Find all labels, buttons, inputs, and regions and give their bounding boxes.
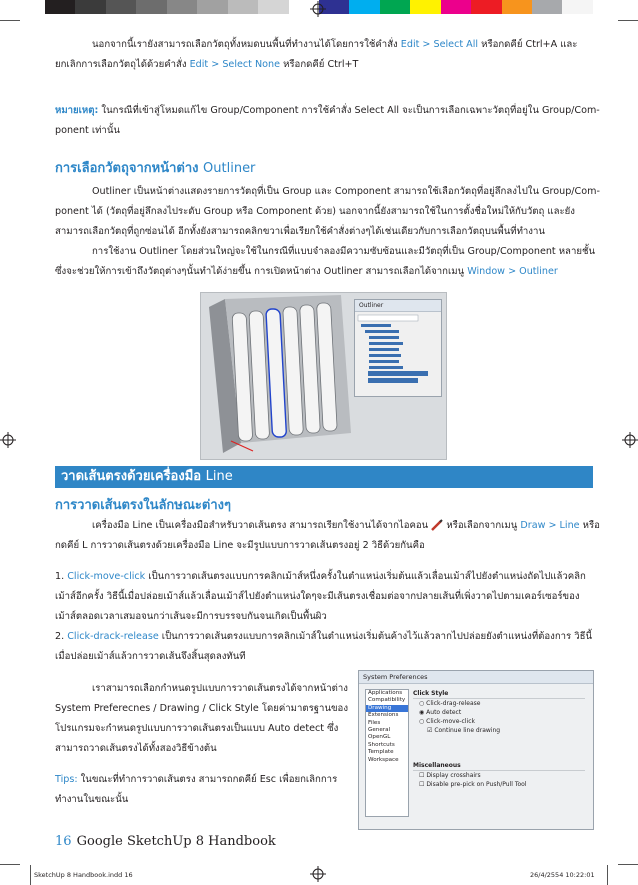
click-style-group: Click Style: [413, 690, 449, 697]
slug-left: SketchUp 8 Handbook.indd 16: [34, 871, 133, 879]
opt-label: Click-drag-release: [426, 700, 481, 707]
line-p1-text: หรือเลือกจากเมนู: [446, 520, 518, 531]
method1-l3: เม้าส์ตลอดเวลาเสมอจนกว่าเส้นจะมีการบรรจบกันจนเกิดเป็นพื้นผิว: [55, 611, 327, 622]
color-swatch: [106, 0, 136, 14]
outliner-window: [354, 299, 442, 397]
color-swatch: [45, 0, 75, 14]
tips-label: Tips:: [55, 774, 78, 785]
preferences-nav-item[interactable]: OpenGL: [368, 734, 391, 741]
crop-mark: [30, 865, 31, 885]
radio-empty-icon: ○: [419, 700, 425, 707]
method1-l1: [55, 568, 586, 587]
method1-number: 1.: [55, 571, 65, 582]
color-swatch: [471, 0, 501, 14]
opt-label: Click-move-click: [426, 718, 475, 725]
checkbox-empty-icon: ☐: [419, 781, 425, 788]
method1-l2: เม้าส์อีกครั้ง วิธีนี้เมื่อปล่อยเม้าส์แล้วเลื่อนเม้าส์ไปยังตำแหน่งใดๆจะมีเส้นตรงเชื่อมต่อจากปลายเส้นที่เพิ่งวาดไปตามเคอร์เซอร์ของ: [55, 591, 580, 602]
color-swatch: [167, 0, 197, 14]
method1-text: เป็นการวาดเส้นตรงแบบการคลิกเม้าส์หนึ่งครั้งในตำแหน่งเริ่มต้นแล้วเลื่อนเม้าส์ไปยังตำแหน่งถัดไปแล้วคลิก: [148, 571, 586, 582]
method1-name: Click-move-click: [67, 571, 146, 582]
outliner-p2-text: ซึ่งจะช่วยให้การเข้าถึงวัตถุต่างๆนั้นทำได้ง่ายขึ้น การเปิดหน้าต่าง Outliner สามารถเลือกได้จากเมนู: [55, 266, 465, 277]
registration-mark-icon: [310, 1, 326, 17]
section-heading-outliner: [55, 157, 255, 178]
note-label: หมายเหตุ:: [55, 105, 99, 116]
outliner-p1-l2: ponent ได้ (วัตถุที่อยู่ลึกลงไประดับ Group หรือ Component ด้วย) นอกจากนี้ยังสามารถใช้ในการตั้งชื่อใหม่ให้กับวัตถุ และยัง: [55, 206, 575, 217]
preferences-nav-item[interactable]: Extensions: [368, 712, 399, 719]
menu-path-select-none: Edit > Select None: [189, 59, 281, 70]
outliner-window-title: Outliner: [355, 300, 441, 312]
checkbox-empty-icon: ☐: [419, 772, 425, 779]
note-line1: [55, 102, 600, 121]
preferences-panel: [413, 689, 585, 789]
click-style-options: [413, 698, 585, 735]
opt-label: Disable pre-pick on Push/Pull Tool: [426, 781, 527, 788]
prefs-p-l4: สามารถวาดเส้นตรงได้ทั้งสองวิธีข้างต้น: [55, 743, 217, 754]
tips-l2: ทำงานในขณะนั้น: [55, 794, 129, 805]
opt-continue-line-drawing[interactable]: [419, 726, 585, 735]
banner-text-en: Line: [205, 469, 233, 484]
preferences-nav-item[interactable]: General: [368, 727, 391, 734]
opt-auto-detect[interactable]: [419, 708, 585, 717]
preferences-nav-item[interactable]: Compatibility: [368, 697, 406, 704]
page-number: 16: [55, 834, 72, 849]
color-swatch: [532, 0, 562, 14]
section-banner-line-tool: [55, 466, 593, 488]
menu-path-outliner: Window > Outliner: [467, 266, 558, 277]
color-swatch: [349, 0, 379, 14]
outliner-tree-illustration: [355, 312, 441, 392]
heading-text-en: Outliner: [203, 161, 256, 176]
method2-name: Click-drack-release: [67, 631, 159, 642]
checkbox-checked-icon: ☑: [427, 727, 433, 734]
preferences-nav-item[interactable]: Workspace: [368, 756, 399, 763]
preferences-nav-item[interactable]: Template: [368, 749, 394, 756]
method2-l1: [55, 628, 592, 647]
opt-label: Auto detect: [426, 709, 462, 716]
preferences-nav-item[interactable]: Files: [368, 719, 381, 726]
preferences-nav-item[interactable]: Drawing: [366, 705, 408, 712]
color-swatch: [258, 0, 288, 14]
misc-options: [413, 770, 585, 789]
method2-l2: เมื่อปล่อยเม้าส์แล้วการวาดเส้นจึงสิ้นสุดลงทันที: [55, 651, 246, 662]
note-text: ในกรณีที่เข้าสู่โหมดแก้ไข Group/Component การใช้คำสั่ง Select All จะเป็นการเลือกเฉพาะวัตถุที่อยู่ใน Group/Com-: [101, 105, 600, 116]
outliner-p2-l2: [55, 263, 558, 282]
para1-text: นอกจากนี้เรายังสามารถเลือกวัตถุทั้งหมดบนพื้นที่ทำงานได้โดยการใช้คำสั่ง: [92, 39, 398, 50]
crop-mark: [0, 20, 20, 21]
slug-right: 26/4/2554 10:22:01: [530, 871, 595, 879]
preferences-nav-list: [365, 689, 409, 817]
prefs-p-l1: เราสามารถเลือกกำหนดรูปแบบการวาดเส้นตรงได้จากหน้าต่าง: [92, 683, 348, 694]
para1-text: หรือกดคีย์ Ctrl+A และ: [481, 39, 578, 50]
registration-mark-icon: [622, 432, 638, 448]
radio-selected-icon: ◉: [419, 709, 425, 716]
tips-text: ในขณะที่ทำการวาดเส้นตรง สามารถกดคีย์ Esc เพื่อยกเลิกการ: [80, 774, 338, 785]
section-heading-line-styles: การวาดเส้นตรงในลักษณะต่างๆ: [55, 498, 231, 513]
book-title: Google SketchUp 8 Handbook: [76, 834, 276, 849]
pencil-icon: [431, 519, 443, 531]
system-preferences-title: System Preferences: [359, 671, 593, 684]
opt-click-move-click[interactable]: [419, 717, 585, 726]
menu-path-select-all: Edit > Select All: [400, 39, 479, 50]
prefs-p-l3: โปรแกรมจะกำหนดรูปแบบการวาดเส้นตรงเป็นแบบ Auto detect ซึ่ง: [55, 723, 339, 734]
color-swatch: [380, 0, 410, 14]
opt-click-drag-release[interactable]: [419, 699, 585, 708]
line-p1-l1: [92, 517, 600, 536]
method2-text: เป็นการวาดเส้นตรงแบบการคลิกเม้าส์ในตำแหน่งเริ่มต้นค้างไว้แล้วลากไปปล่อยยังตำแหน่งที่ต้องการ วิธีนี้: [161, 631, 593, 642]
color-swatch: [502, 0, 532, 14]
page-footer: [55, 830, 276, 849]
outliner-p1-l1: Outliner เป็นหน้าต่างแสดงรายการวัตถุที่เป็น Group และ Component สามารถใช้เลือกวัตถุที่อยู่ลึกลงไปใน Group/Com-: [92, 186, 600, 197]
color-swatch: [136, 0, 166, 14]
para1-text: ยกเลิกการเลือกวัตถุได้ด้วยคำสั่ง: [55, 59, 187, 70]
color-swatch: [410, 0, 440, 14]
crop-mark: [618, 864, 638, 865]
crop-mark: [618, 20, 638, 21]
para1-line2: [55, 56, 358, 75]
preferences-nav-item[interactable]: Shortcuts: [368, 741, 395, 748]
note-line2: ponent เท่านั้น: [55, 125, 120, 136]
opt-label: Continue line drawing: [434, 727, 501, 734]
registration-mark-icon: [310, 866, 326, 882]
menu-path-draw-line: Draw > Line: [520, 520, 580, 531]
outliner-p2-l1: การใช้งาน Outliner โดยส่วนใหญ่จะใช้ในกรณีที่แบบจำลองมีความซับซ้อนและมีวัตถุที่เป็น Group/Component หลายชั้น: [92, 246, 596, 257]
color-swatch: [562, 0, 592, 14]
color-swatch: [75, 0, 105, 14]
color-swatch: [228, 0, 258, 14]
opt-disable-prepick[interactable]: [419, 780, 585, 789]
prefs-p-l2: System Preferecnes / Drawing / Click Style โดยค่ามาตรฐานของ: [55, 703, 349, 714]
outliner-screenshot: [200, 292, 447, 460]
radio-empty-icon: ○: [419, 718, 425, 725]
system-preferences-window: [358, 670, 594, 830]
para1-text: หรือกดคีย์ Ctrl+T: [283, 59, 359, 70]
para1-line1: [92, 36, 577, 55]
crop-mark: [0, 864, 20, 865]
tips-l1: [55, 771, 337, 790]
banner-text: วาดเส้นตรงด้วยเครื่องมือ: [61, 469, 202, 484]
outliner-p1-l3: สามารถเลือกวัตถุที่ถูกซ่อนได้ อีกทั้งยังสามารถคลิกขวาเพื่อเรียกใช้คำสั่งต่างๆได้เช่นเดียวกับการเลือกวัตถุบนพื้นที่ทำงาน: [55, 226, 545, 237]
method2-number: 2.: [55, 631, 65, 642]
heading-text: การเลือกวัตถุจากหน้าต่าง: [55, 161, 199, 176]
opt-display-crosshairs[interactable]: [419, 771, 585, 780]
line-p1-l2: กดคีย์ L การวาดเส้นตรงด้วยเครื่องมือ Line จะมีรูปแบบการวาดเส้นตรงอยู่ 2 วิธีด้วยกันคือ: [55, 540, 425, 551]
line-p1-text: เครื่องมือ Line เป็นเครื่องมือสำหรับวาดเส้นตรง สามารถเรียกใช้งานได้จากไอคอน: [92, 520, 429, 531]
registration-mark-icon: [0, 432, 16, 448]
crop-mark: [607, 865, 608, 885]
preferences-nav-item[interactable]: Applications: [368, 690, 403, 696]
opt-label: Display crosshairs: [426, 772, 481, 779]
line-p1-text: หรือ: [582, 520, 600, 531]
miscellaneous-group: Miscellaneous: [413, 762, 461, 769]
color-swatch: [197, 0, 227, 14]
color-swatch: [441, 0, 471, 14]
